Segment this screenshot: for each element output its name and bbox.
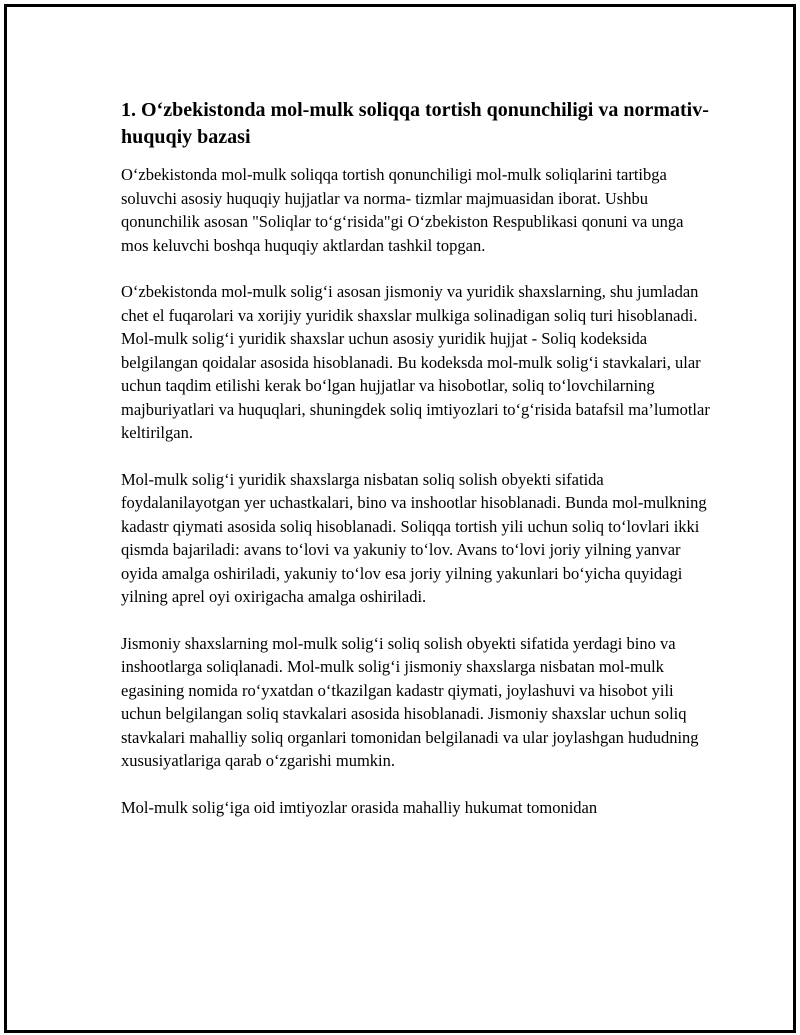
paragraph-2: O‘zbekistonda mol-mulk solig‘i asosan jismoniy va yuridik shaxslarning, shu jumladan chet el fuqarolari va xorijiy yuridik shaxslar mulkiga solinadigan soliq turi hisoblanadi. Mol-mulk solig‘i yuridik shaxslar uchun asosiy yuridik hujjat - Soliq kodeksida belgilangan qoidalar asosida hisoblanadi. Bu kodeksda mol-mulk solig‘i stavkalari, ular uchun taqdim etilishi kerak bo‘lgan hujjatlar va hisobotlar, soliq to‘lovchilarning majburiyatlari va huquqlari, shuningdek soliq imtiyozlari to‘g‘risida batafsil ma’lumotlar keltirilgan. xyxy=(121,282,710,442)
paragraph-3: Mol-mulk solig‘i yuridik shaxslarga nisbatan soliq solish obyekti sifatida foydalanilayotgan yer uchastkalari, bino va inshootlar hisoblanadi. Bunda mol-mulkning kadastr qiymati asosida soliq hisoblanadi. Soliqqa tortish yili uchun soliq to‘lovlari ikki qismda bajariladi: avans to‘lovi va yakuniy to‘lov. Avans to‘lovi joriy yilning yanvar oyida amalga oshiriladi, yakuniy to‘lov esa joriy yilning yakunlari bo‘yicha quyidagi yilning aprel oyi oxirigacha amalga oshiriladi. xyxy=(121,469,707,606)
section-heading: 1. O‘zbekistonda mol-mulk soliqqa tortish qonunchiligi va normativ-huquqiy bazasi xyxy=(121,99,709,148)
document-body xyxy=(121,97,711,842)
paragraph-4: Jismoniy shaxslarning mol-mulk solig‘i soliq solish obyekti sifatida yerdagi bino va inshootlarga soliqlanadi. Mol-mulk solig‘i jismoniy shaxslarga nisbatan mol-mulk egasining nomida ro‘yxatdan o‘tkazilgan kadastr qiymati, joylashuvi va hisobot yili uchun belgilangan soliq stavkalari asosida hisoblanadi. Jismoniy shaxslar uchun soliq stavkalari mahalliy soliq organlari tomonidan belgilanadi va ular joylashgan hududning xususiyatlariga qarab o‘zgarishi mumkin. xyxy=(121,633,699,770)
paragraph-1: O‘zbekistonda mol-mulk soliqqa tortish qonunchiligi mol-mulk soliqlarini tartibga soluvchi asosiy huquqiy hujjatlar va norma- tizmlar majmuasidan iborat. Ushbu qonunchilik asosan "Soliqlar to‘g‘risida"gi O‘zbekiston Respublikasi qonuni va unga mos keluvchi boshqa huquqiy aktlardan tashkil topgan. xyxy=(121,165,684,255)
paragraph-5: Mol-mulk solig‘iga oid imtiyozlar orasida mahalliy hukumat tomonidan xyxy=(121,797,598,817)
page-frame xyxy=(4,4,796,1033)
